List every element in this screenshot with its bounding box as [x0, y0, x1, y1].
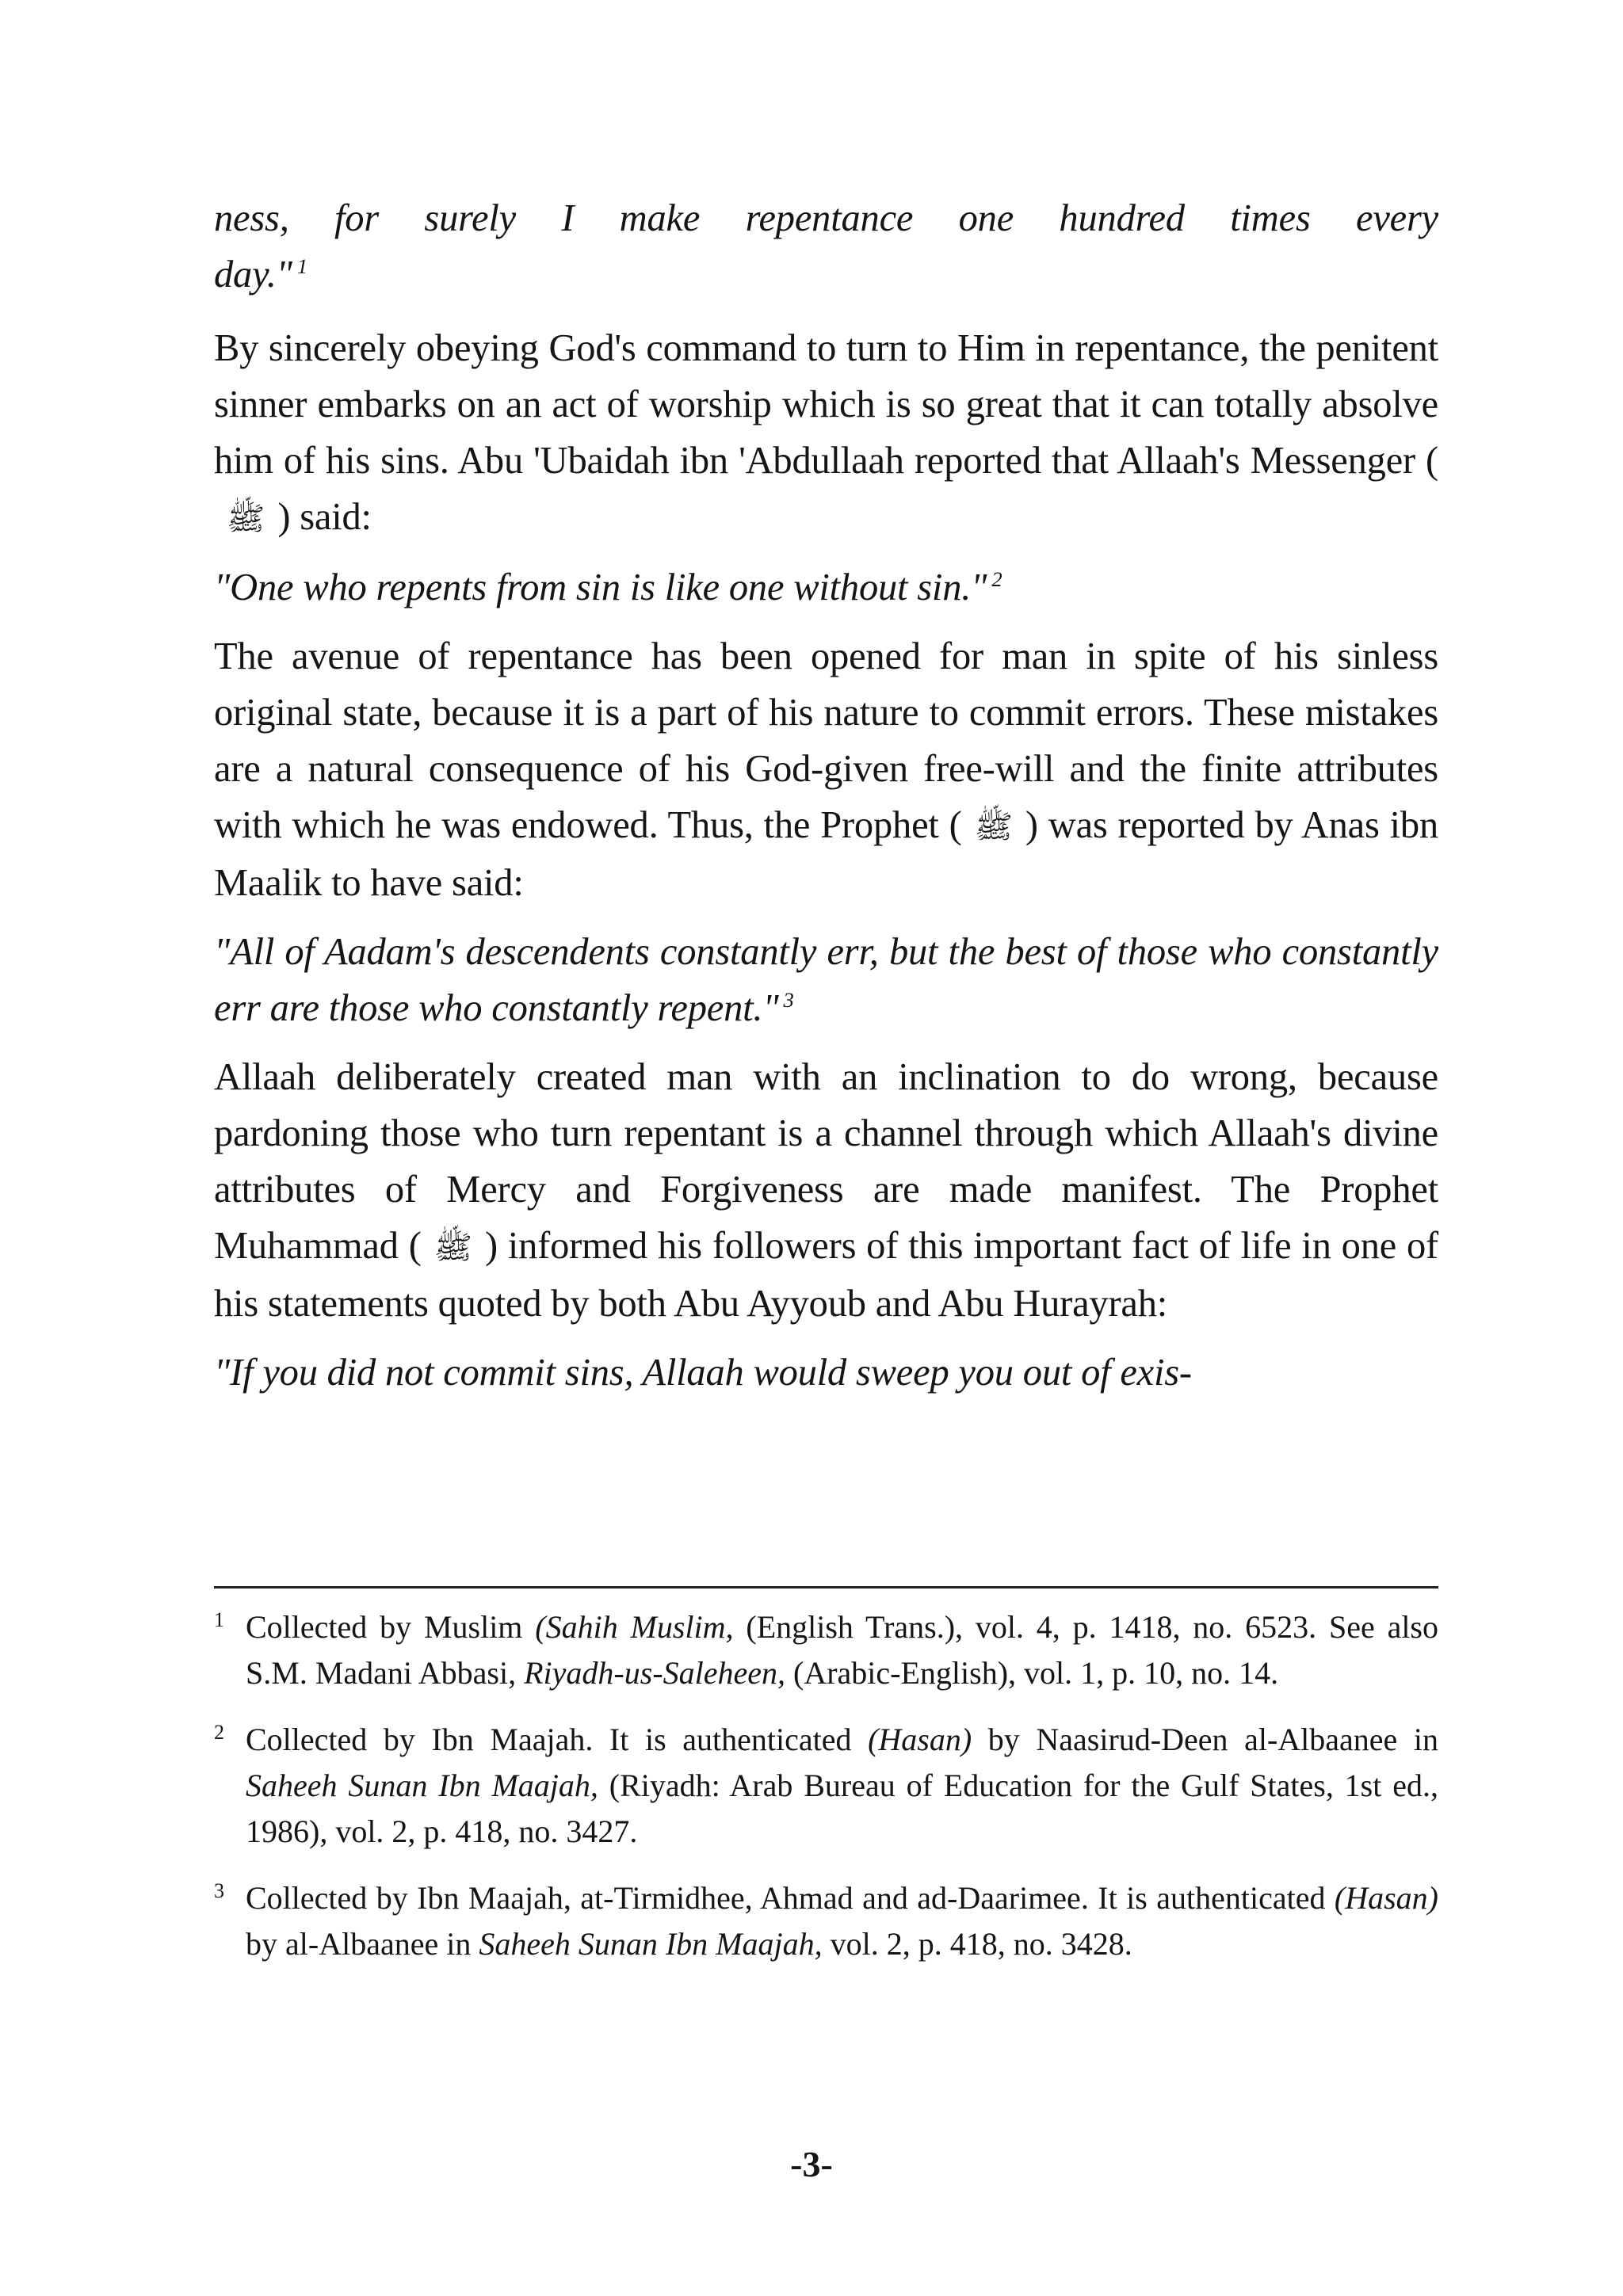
footnote-3: 3 Collected by Ibn Maajah, at-Tirmidhee, Ahmad and ad-Daarimee. It is authenticated (Hasan) by al-Albaanee in Saheeh Sunan Ibn Maajah, vol. 2, p. 418, no. 3428.	[214, 1878, 1438, 1962]
footnote-text: by Naasirud-Deen al-Albaanee in	[972, 1722, 1438, 1757]
hadith-quote-2	[214, 924, 1438, 1036]
paragraph-1-end: ) said:	[277, 496, 372, 538]
paragraph-2-text: The avenue of repentance has been opened for man in spite of his sinless original state, because it is a part of his nature to commit errors. These mistakes are a natural consequence of his God-given free-will and the finite attributes with which he was endowed. Thus, the Prophet (	[214, 635, 1438, 846]
footnote-divider	[214, 1586, 1438, 1589]
quote-continuation-line1: ness, for surely I make repentance one hundred times every	[214, 197, 1438, 239]
footnote-text: by al-Albaanee in	[246, 1926, 479, 1962]
paragraph-2-end: ) was reported by Anas ibn Maalik to have said:	[214, 804, 1438, 904]
footnote-text: (English Trans.), vol. 4, p. 1418, no. 6523. See also S.M. Madani Abbasi,	[246, 1609, 1438, 1691]
salutation-symbol: ﷺ	[433, 1230, 472, 1265]
paragraph-inclination-to-wrong	[214, 1049, 1438, 1332]
footnote-text: Collected by Muslim	[246, 1609, 536, 1645]
footnote-text: Collected by Ibn Maajah. It is authenticated	[246, 1722, 869, 1757]
footnote-ref-3: 3	[783, 987, 794, 1012]
page-number: -3-	[790, 2144, 833, 2184]
paragraph-3-text: Allaah deliberately created man with an inclination to do wrong, because pardoning those who turn repentant is a channel through which Allaah's divine attributes of Mercy and Forgiveness are made manifest. The Prophet Muhammad (	[214, 1056, 1438, 1267]
hadith-quote-3-text: "If you did not commit sins, Allaah would sweep you out of exis-	[214, 1352, 1192, 1394]
footnote-1: 1 Collected by Muslim (Sahih Muslim, (English Trans.), vol. 4, p. 1418, no. 6523. See also S.M. Madani Abbasi, Riyadh-us-Saleheen, (Arabic-English), vol. 1, p. 10, no. 14.	[214, 1608, 1438, 1691]
footnote-citation: (Sahih Muslim,	[535, 1609, 734, 1645]
footnote-text: (Riyadh: Arab Bureau of Education for the Gulf States, 1st ed., 1986), vol. 2, p. 418, no. 3427.	[246, 1768, 1438, 1849]
quote-continuation-line2: day."	[214, 254, 292, 296]
main-text	[214, 190, 1438, 1413]
footnote-ref-1: 1	[296, 254, 307, 278]
salutation-symbol: ﷺ	[227, 501, 265, 536]
paragraph-1-text: By sincerely obeying God's command to turn to Him in repentance, the penitent sinner embarks on an act of worship which is so great that it can totally absolve him of his sins. Abu 'Ubaidah ibn 'Abdullaah reported that Allaah's Messenger (	[214, 327, 1438, 482]
hadith-quote-2-text: "All of Aadam's descendents constantly err, but the best of those who constantly err are those who constantly repent."	[214, 931, 1438, 1029]
footnote-2: 2 Collected by Ibn Maajah. It is authenticated (Hasan) by Naasirud-Deen al-Albaanee in Saheeh Sunan Ibn Maajah, (Riyadh: Arab Bureau of Education for the Gulf States, 1st ed., 1986), vol. 2, p. 418, no. 3427.	[214, 1720, 1438, 1849]
paragraph-3-end: ) informed his followers of this important fact of life in one of his statements quoted by both Abu Ayyoub and Abu Hurayrah:	[214, 1225, 1439, 1325]
footnote-citation: Saheeh Sunan Ibn Maajah,	[479, 1926, 823, 1962]
hadith-quote-1	[214, 559, 1438, 616]
salutation-symbol: ﷺ	[974, 809, 1013, 845]
footnote-text: Collected by Ibn Maajah, at-Tirmidhee, Ahmad and ad-Daarimee. It is authenticated	[246, 1880, 1335, 1916]
footnote-citation: Saheeh Sunan Ibn Maajah,	[246, 1768, 598, 1803]
footnote-citation: Riyadh-us-Saleheen,	[524, 1655, 786, 1691]
footnote-ref-2: 2	[991, 566, 1002, 591]
paragraph-avenue-of-repentance	[214, 628, 1438, 911]
footnote-text: (Arabic-English), vol. 1, p. 10, no. 14.	[785, 1655, 1279, 1691]
footnotes	[214, 1604, 1438, 1988]
quote-continuation	[214, 190, 1438, 303]
hadith-quote-1-text: "One who repents from sin is like one without sin."	[214, 566, 987, 608]
footnote-text: vol. 2, p. 418, no. 3428.	[822, 1926, 1132, 1962]
footnote-citation: (Hasan)	[868, 1722, 972, 1757]
hadith-quote-3	[214, 1344, 1438, 1401]
footnote-citation: (Hasan)	[1334, 1880, 1438, 1916]
paragraph-repentance-worship	[214, 320, 1438, 547]
